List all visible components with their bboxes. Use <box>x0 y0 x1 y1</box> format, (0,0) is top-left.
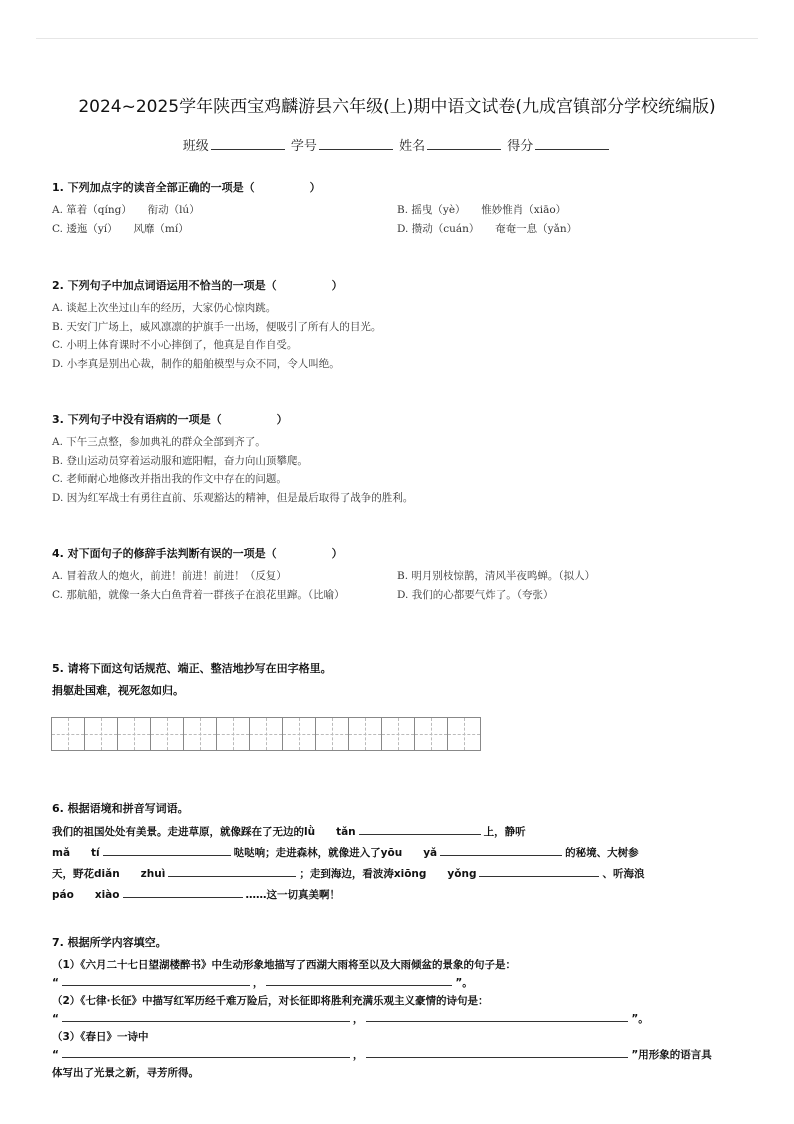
close-quote: ”。 <box>455 977 473 989</box>
comma: ， <box>352 1013 364 1025</box>
option-b[interactable]: B. 明月别枝惊鹊，清风半夜鸣蝉。（拟人） <box>397 570 596 582</box>
copy-sentence: 捐躯赴国难，视死忽如归。 <box>52 684 184 697</box>
q7-text: ”用形象的语言具 <box>631 1049 712 1061</box>
option-b[interactable]: B. 摇曳（yè） 惟妙惟肖（xiāo） <box>397 204 567 216</box>
q6-text: ；走到海边，看波涛xiōng yǒng <box>299 868 477 880</box>
tianzige-cell[interactable] <box>414 717 448 751</box>
q6-text: páo xiào <box>52 889 120 901</box>
answer-blank[interactable] <box>62 1046 350 1058</box>
answer-blank[interactable] <box>168 865 296 877</box>
comma: ， <box>352 1049 364 1061</box>
q7-part-3-end: 体写出了光景之新，寻芳所得。 <box>52 1067 199 1079</box>
option-d[interactable]: D. 小李真是别出心裁，制作的船舶模型与众不同，令人叫绝。 <box>52 357 340 370</box>
q6-text: ……这一切真美啊！ <box>245 889 340 901</box>
name-label: 姓名 <box>399 139 426 154</box>
option-c[interactable]: C. 那航船，就像一条大白鱼背着一群孩子在浪花里蹿。（比喻） <box>52 588 345 601</box>
option-d[interactable]: D. 因为红军战士有勇往直前、乐观豁达的精神，但是最后取得了战争的胜利。 <box>52 491 414 504</box>
comma: ， <box>252 977 264 989</box>
option-a[interactable]: A. 冒着敌人的炮火，前进！前进！前进！（反复） <box>52 570 287 582</box>
q6-text: 、听海浪 <box>602 868 645 880</box>
option-a[interactable]: A. 下午三点整，参加典礼的群众全部到齐了。 <box>52 436 266 448</box>
option-b[interactable]: B. 天安门广场上，威风凛凛的护旗手一出场，便吸引了所有人的目光。 <box>52 320 382 333</box>
answer-blank[interactable] <box>359 823 481 835</box>
page-title: 2024~2025学年陕西宝鸡麟游县六年级(上)期中语文试卷(九成宫镇部分学校统编版) <box>78 97 716 117</box>
option-d[interactable]: D. 攒动（cuán） 奄奄一息（yǎn） <box>397 222 578 235</box>
question-2 <box>52 277 742 373</box>
top-divider <box>36 38 758 39</box>
question-2-stem: 2. 下列句子中加点词语运用不恰当的一项是（ ） <box>52 279 343 292</box>
answer-blank[interactable] <box>266 974 452 986</box>
q6-text: 我们的祖国处处有美景。走进草原，就像踩在了无边的lǜ tǎn <box>52 826 356 838</box>
option-b[interactable]: B. 登山运动员穿着运动服和遮阳帽，奋力向山顶攀爬。 <box>52 454 308 467</box>
question-1-stem: 1. 下列加点字的读音全部正确的一项是（ ） <box>52 181 321 194</box>
q7-part-2: （2）《七律·长征》中描写红军历经千难万险后，对长征即将胜利充满乐观主义豪情的诗句是： <box>52 995 489 1007</box>
name-field[interactable] <box>427 137 501 150</box>
tianzige-cell[interactable] <box>381 717 415 751</box>
tianzige-cell[interactable] <box>51 717 85 751</box>
answer-blank[interactable] <box>123 886 243 898</box>
question-6-stem: 6. 根据语境和拼音写词语。 <box>52 802 189 815</box>
question-6 <box>52 800 742 906</box>
tianzige-cell[interactable] <box>183 717 217 751</box>
tianzige-cell[interactable] <box>249 717 283 751</box>
option-d[interactable]: D. 我们的心都要气炸了。（夸张） <box>397 588 554 601</box>
score-label: 得分 <box>507 139 534 154</box>
q6-text: 的秘境、大树参 <box>565 847 639 859</box>
q7-part-3: （3）《春日》一诗中 <box>52 1031 149 1043</box>
id-field[interactable] <box>319 137 393 150</box>
option-c[interactable]: C. 逶迤（yí） 风靡（mí） <box>52 222 189 235</box>
q6-text: mǎ tí <box>52 847 100 859</box>
id-label: 学号 <box>290 139 317 154</box>
q7-part-1: （1）《六月二十七日望湖楼醉书》中生动形象地描写了西湖大雨将至以及大雨倾盆的景象的句子是： <box>52 959 517 971</box>
question-1 <box>52 179 742 238</box>
answer-blank[interactable] <box>62 974 250 986</box>
option-a[interactable]: A. 箪着（qíng） 衔动（lú） <box>52 204 200 216</box>
tianzige-cell[interactable] <box>150 717 184 751</box>
tianzige-cell[interactable] <box>282 717 316 751</box>
q6-text: 天，野花diǎn zhuì <box>52 868 166 880</box>
tianzige-cell[interactable] <box>348 717 382 751</box>
question-4 <box>52 545 742 604</box>
option-c[interactable]: C. 小明上体育课时不小心摔倒了，他真是自作自受。 <box>52 339 298 351</box>
answer-blank[interactable] <box>479 865 599 877</box>
tianzige-grid[interactable] <box>52 717 481 751</box>
open-quote: “ <box>52 1013 59 1025</box>
option-c[interactable]: C. 老师耐心地修改并指出我的作文中存在的问题。 <box>52 473 287 485</box>
option-a[interactable]: A. 谈起上次坐过山车的经历，大家仍心惊肉跳。 <box>52 302 277 314</box>
question-3-stem: 3. 下列句子中没有语病的一项是（ ） <box>52 413 288 426</box>
tianzige-cell[interactable] <box>117 717 151 751</box>
answer-blank[interactable] <box>62 1010 350 1022</box>
tianzige-cell[interactable] <box>84 717 118 751</box>
answer-blank[interactable] <box>366 1010 628 1022</box>
question-5 <box>52 660 742 704</box>
close-quote: ”。 <box>631 1013 649 1025</box>
open-quote: “ <box>52 1049 59 1061</box>
question-3 <box>52 411 742 507</box>
question-7-stem: 7. 根据所学内容填空。 <box>52 936 167 949</box>
class-field[interactable] <box>211 137 285 150</box>
student-info-row <box>0 135 794 154</box>
q6-text: 哒哒响；走进森林，就像进入了yōu yǎ <box>233 847 438 859</box>
tianzige-cell[interactable] <box>315 717 349 751</box>
class-label: 班级 <box>182 139 209 154</box>
answer-blank[interactable] <box>103 844 231 856</box>
question-7 <box>52 934 742 1082</box>
q6-text: 上，静听 <box>483 826 526 838</box>
question-5-stem: 5. 请将下面这句话规范、端正、整洁地抄写在田字格里。 <box>52 662 332 675</box>
score-field[interactable] <box>535 137 609 150</box>
question-4-stem: 4. 对下面句子的修辞手法判断有误的一项是（ ） <box>52 547 343 560</box>
tianzige-cell[interactable] <box>447 717 481 751</box>
open-quote: “ <box>52 977 59 989</box>
tianzige-cell[interactable] <box>216 717 250 751</box>
answer-blank[interactable] <box>440 844 562 856</box>
answer-blank[interactable] <box>366 1046 628 1058</box>
